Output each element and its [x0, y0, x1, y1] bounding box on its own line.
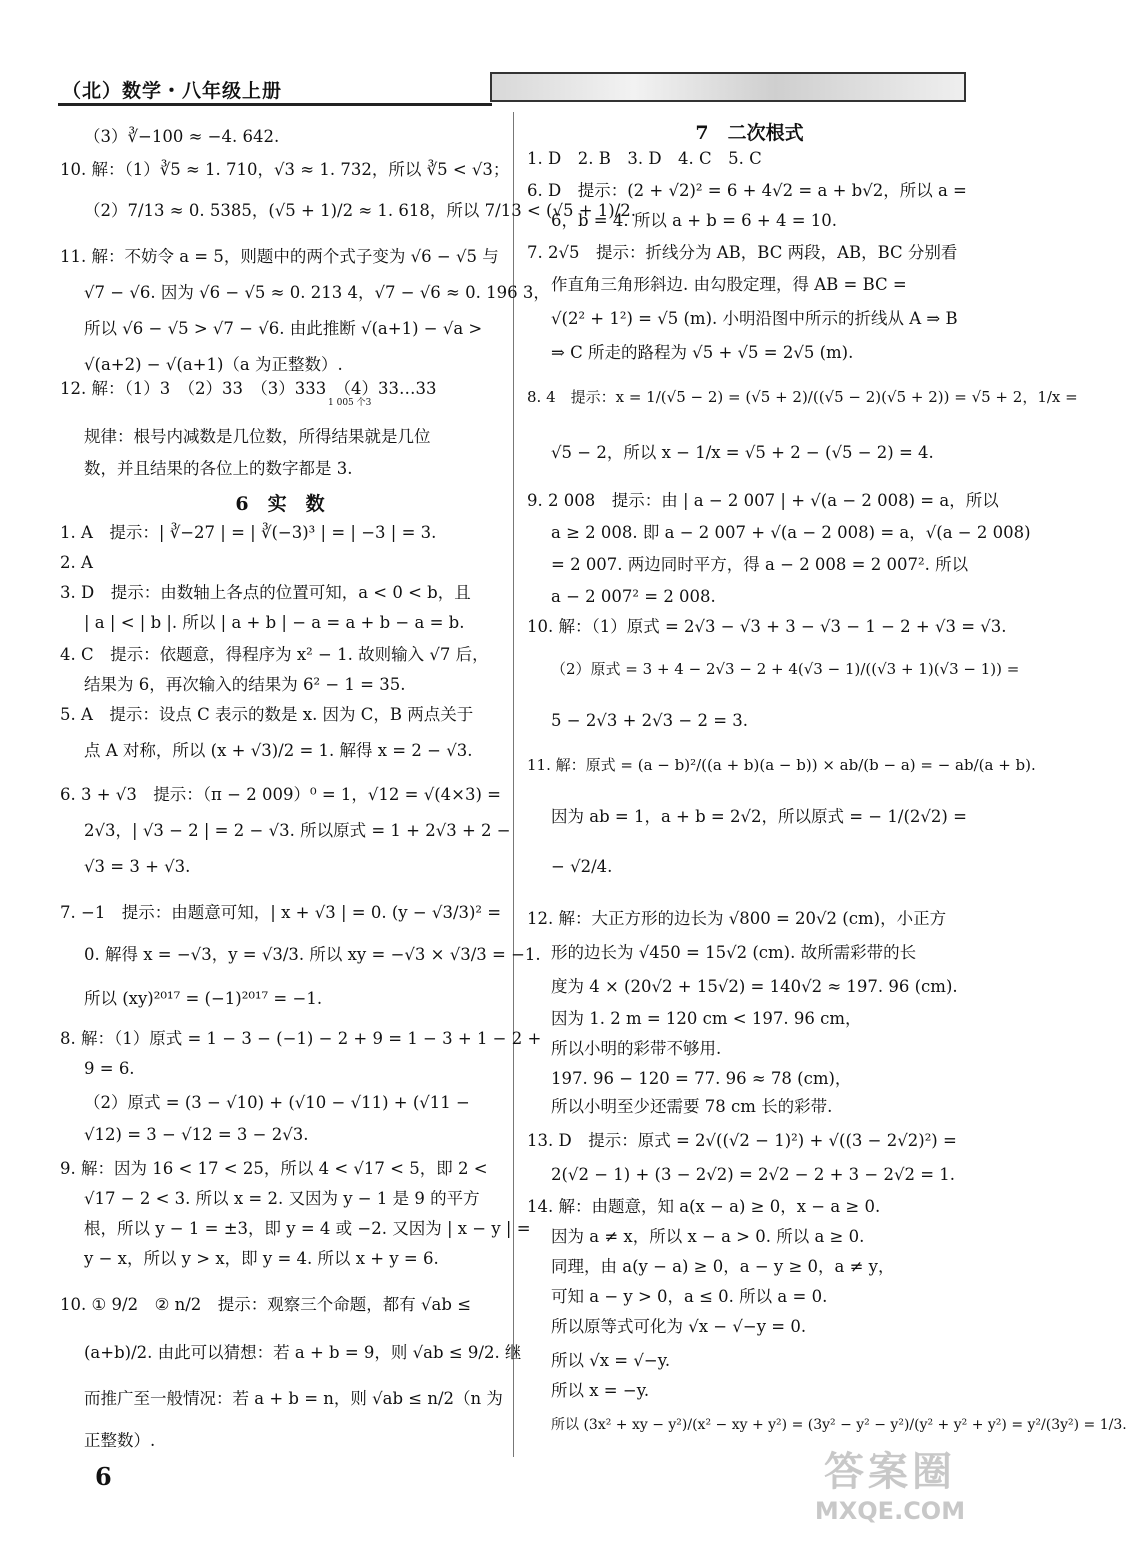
page-header	[58, 72, 968, 104]
answer-line: 所以 √6 − √5 > √7 − √6. 由此推断 √(a+1) − √a >	[84, 319, 483, 338]
answer-line: 5. A 提示：设点 C 表示的数是 x. 因为 C，B 两点关于	[60, 705, 474, 724]
answer-line: 6. D 提示：(2 + √2)² = 6 + 4√2 = a + b√2，所以 a =	[527, 181, 967, 200]
column-divider	[513, 112, 514, 1457]
answer-line: 0. 解得 x = −√3，y = √3/3. 所以 xy = −√3 × √3/3 = −1.	[84, 945, 541, 964]
answer-line: 9 = 6.	[84, 1059, 135, 1078]
answer-line: 9. 2 008 提示：由 | a − 2 007 | + √(a − 2 008) = a，所以	[527, 491, 999, 510]
answer-line: 7. 2√5 提示：折线分为 AB，BC 两段，AB，BC 分别看	[527, 243, 958, 262]
answer-line: 根，所以 y − 1 = ±3，即 y = 4 或 −2. 又因为 | x − y | =	[84, 1219, 531, 1238]
brace-note: 1 005 个3	[328, 398, 372, 408]
section-title: 7 二次根式	[695, 122, 804, 144]
answer-line: 度为 4 × (20√2 + 15√2) = 140√2 ≈ 197. 96 (cm).	[551, 977, 958, 996]
answer-line: ⇒ C 所走的路程为 √5 + √5 = 2√5 (m).	[551, 343, 854, 362]
answer-line: 14. 解：由题意，知 a(x − a) ≥ 0，x − a ≥ 0.	[527, 1197, 881, 1216]
answer-line: √12) = 3 − √12 = 3 − 2√3.	[84, 1125, 309, 1144]
answer-line: （2）原式 = 3 + 4 − 2√3 − 2 + 4(√3 − 1)/((√3 + 1)(√3 − 1)) =	[551, 660, 1020, 678]
answer-line: 规律：根号内减数是几位数，所得结果就是几位	[84, 427, 431, 446]
answer-line: 所以小明的彩带不够用.	[551, 1039, 722, 1058]
answer-line: 因为 1. 2 m = 120 cm < 197. 96 cm，	[551, 1009, 862, 1028]
answer-line: a − 2 007² = 2 008.	[551, 587, 716, 606]
book-title: （北）数学・八年级上册	[62, 80, 283, 102]
answer-line: 197. 96 − 120 = 77. 96 ≈ 78 (cm)，	[551, 1069, 852, 1088]
answer-line: 所以 x = −y.	[551, 1381, 650, 1400]
answer-line: 2√3，| √3 − 2 | = 2 − √3. 所以原式 = 1 + 2√3 + 2 −	[84, 821, 511, 840]
answer-line: 作直角三角形斜边. 由勾股定理，得 AB = BC =	[551, 275, 907, 294]
watermark	[800, 1448, 980, 1538]
answer-line: 2. A	[60, 553, 93, 572]
answer-line: 4. C 提示：依题意，得程序为 x² − 1. 故则输入 √7 后，	[60, 645, 489, 664]
header-rule	[58, 103, 492, 106]
answer-line: 所以 √x = √−y.	[551, 1351, 671, 1370]
answer-line: 10. ① 9/2 ② n/2 提示：观察三个命题，都有 √ab ≤	[60, 1295, 472, 1314]
answer-line: a ≥ 2 008. 即 a − 2 007 + √(a − 2 008) = a，√(a − 2 008)	[551, 523, 1031, 542]
answer-line: 8. 解：（1）原式 = 1 − 3 − (−1) − 2 + 9 = 1 − 3 + 1 − 2 +	[60, 1029, 542, 1048]
answer-line: √17 − 2 < 3. 所以 x = 2. 又因为 y − 1 是 9 的平方	[84, 1189, 480, 1208]
answer-line: √3 = 3 + √3.	[84, 857, 191, 876]
answer-line: 2(√2 − 1) + (3 − 2√2) = 2√2 − 2 + 3 − 2√2 = 1.	[551, 1165, 956, 1184]
answer-line: √(2² + 1²) = √5 (m). 小明沿图中所示的折线从 A ⇒ B	[551, 309, 958, 328]
answer-line: 点 A 对称，所以 (x + √3)/2 = 1. 解得 x = 2 − √3.	[84, 741, 473, 760]
answer-line: 7. −1 提示：由题意可知，| x + √3 | = 0. (y − √3/3)² =	[60, 903, 502, 922]
answer-line: 所以原等式可化为 √x − √−y = 0.	[551, 1317, 807, 1336]
page-number: 6	[95, 1462, 112, 1491]
answer-line: 8. 4 提示：x = 1/(√5 − 2) = (√5 + 2)/((√5 − 2)(√5 + 2)) = √5 + 2，1/x =	[527, 388, 1078, 406]
watermark-url: MXQE.COM	[814, 1497, 966, 1525]
answer-line: 数，并且结果的各位上的数字都是 3.	[84, 459, 353, 478]
answer-line: 所以小明至少还需要 78 cm 长的彩带.	[551, 1097, 833, 1116]
header-decoration	[490, 72, 966, 102]
answer-line: 因为 a ≠ x，所以 x − a > 0. 所以 a ≥ 0.	[551, 1227, 865, 1246]
answer-line: 因为 ab = 1，a + b = 2√2，所以原式 = − 1/(2√2) =	[551, 807, 967, 826]
answer-line: √(a+2) − √(a+1)（a 为正整数）.	[84, 355, 343, 374]
answer-line: 3. D 提示：由数轴上各点的位置可知，a < 0 < b，且	[60, 583, 471, 602]
answer-line: 11. 解：原式 = (a − b)²/((a + b)(a − b)) × ab/(b − a) = − ab/(a + b).	[527, 756, 1036, 774]
answer-line: 形的边长为 √450 = 15√2 (cm). 故所需彩带的长	[551, 943, 917, 962]
watermark-logo-text: 答案圈	[824, 1449, 956, 1495]
answer-line: （2）7/13 ≈ 0. 5385，(√5 + 1)/2 ≈ 1. 618，所以 7/13 < (√5 + 1)/2.	[84, 201, 637, 220]
section-title: 6 实 数	[235, 493, 325, 515]
answer-line: （3）∛−100 ≈ −4. 642.	[84, 127, 280, 146]
answer-line: 9. 解：因为 16 < 17 < 25，所以 4 < √17 < 5，即 2 <	[60, 1159, 488, 1178]
answer-line: 13. D 提示：原式 = 2√((√2 − 1)²) + √((3 − 2√2)²) =	[527, 1131, 957, 1150]
answer-line: | a | < | b |. 所以 | a + b | − a = a + b − a = b.	[84, 613, 465, 632]
answer-line: 所以 (xy)²⁰¹⁷ = (−1)²⁰¹⁷ = −1.	[84, 989, 323, 1008]
answer-line: 而推广至一般情况：若 a + b = n，则 √ab ≤ n/2（n 为	[84, 1389, 503, 1408]
answer-line: 可知 a − y > 0，a ≤ 0. 所以 a = 0.	[551, 1287, 828, 1306]
answer-line: √5 − 2，所以 x − 1/x = √5 + 2 − (√5 − 2) = 4.	[551, 443, 934, 462]
answer-line: 6. 3 + √3 提示：（π − 2 009）⁰ = 1，√12 = √(4×3) =	[60, 785, 501, 804]
answer-line: 11. 解：不妨令 a = 5，则题中的两个式子变为 √6 − √5 与	[60, 247, 499, 266]
answer-line: y − x，所以 y > x，即 y = 4. 所以 x + y = 6.	[84, 1249, 439, 1268]
answer-line: 12. 解：大正方形的边长为 √800 = 20√2 (cm)，小正方	[527, 909, 947, 928]
answer-line: 结果为 6，再次输入的结果为 6² − 1 = 35.	[84, 675, 406, 694]
answer-line: 12. 解：（1）3 （2）33 （3）333 （4）33…33	[60, 379, 437, 398]
answer-line: 同理，由 a(y − a) ≥ 0，a − y ≥ 0，a ≠ y，	[551, 1257, 895, 1276]
answer-line: 1. A 提示：| ∛−27 | = | ∛(−3)³ | = | −3 | = 3.	[60, 523, 437, 542]
answer-line: 10. 解：（1）∛5 ≈ 1. 710，√3 ≈ 1. 732，所以 ∛5 < √3；	[60, 160, 510, 179]
answer-line: 1. D 2. B 3. D 4. C 5. C	[527, 149, 762, 168]
answer-line: 正整数）.	[84, 1431, 156, 1450]
answer-line: 10. 解：（1）原式 = 2√3 − √3 + 3 − √3 − 1 − 2 + √3 = √3.	[527, 617, 1007, 636]
answer-line: 6，b = 4. 所以 a + b = 6 + 4 = 10.	[551, 211, 838, 230]
answer-line: = 2 007. 两边同时平方，得 a − 2 008 = 2 007². 所以	[551, 555, 969, 574]
answer-line: 所以 (3x² + xy − y²)/(x² − xy + y²) = (3y² − y² − y²)/(y² + y² + y²) = y²/(3y²) = 1/3.	[551, 1417, 1127, 1433]
answer-line: √7 − √6. 因为 √6 − √5 ≈ 0. 213 4，√7 − √6 ≈ 0. 196 3，	[84, 283, 550, 302]
answer-line: （2）原式 = (3 − √10) + (√10 − √11) + (√11 −	[84, 1093, 470, 1112]
answer-line: (a+b)/2. 由此可以猜想：若 a + b = 9，则 √ab ≤ 9/2. 继	[84, 1343, 522, 1362]
answer-line: − √2/4.	[551, 857, 613, 876]
answer-line: 5 − 2√3 + 2√3 − 2 = 3.	[551, 711, 749, 730]
